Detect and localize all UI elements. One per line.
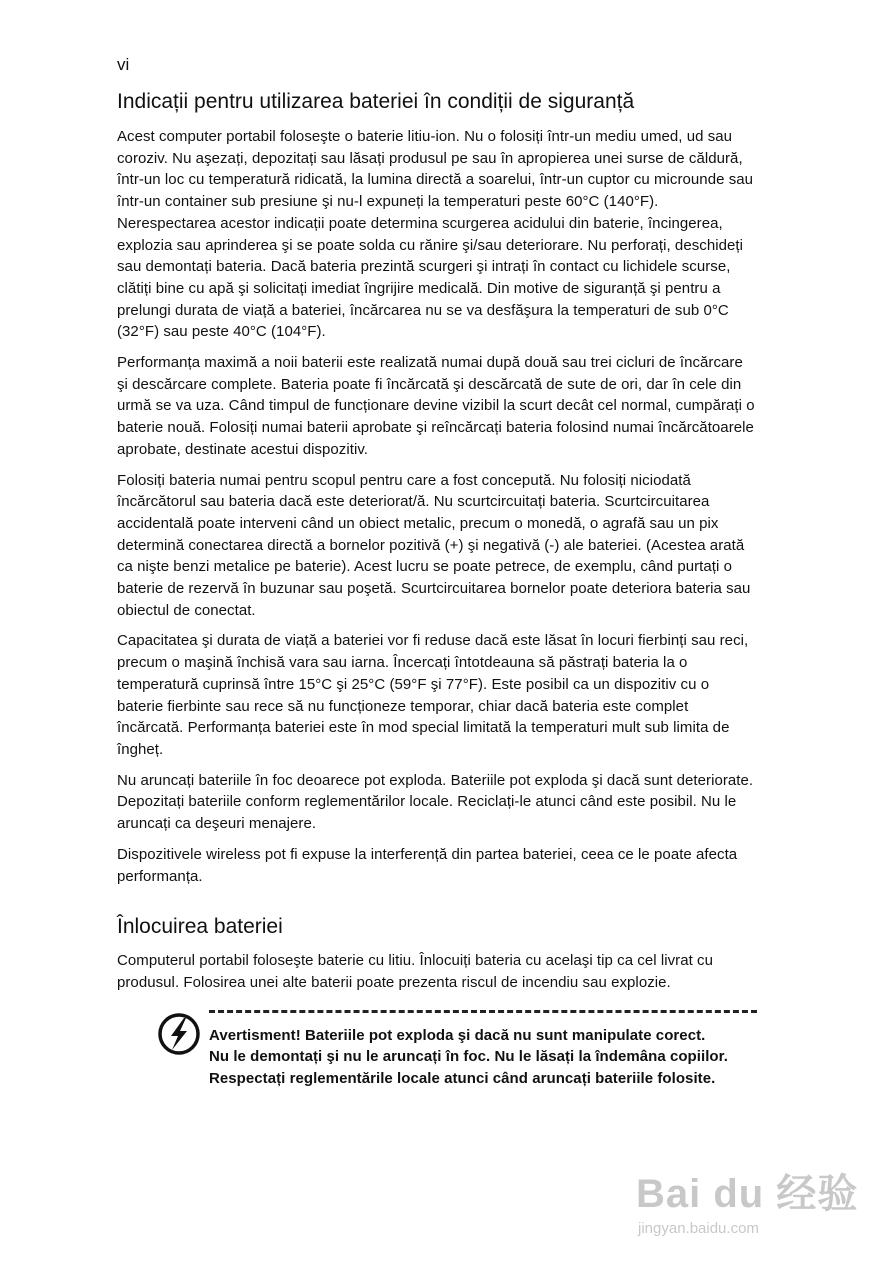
safety-paragraph-3: Folosiți bateria numai pentru scopul pentru care a fost concepută. Nu folosiți niciodată încărcătorul sau bateria dacă este deteriorat/ă. Nu scurtcircuitați bateria. Scurtcircuitarea accidentală poate interveni când un obiect metalic, precum o monedă, o agrafă sau un pix determină conectarea directă a bornelor pozitivă (+) şi negativă (-) ale bateriei. (Acestea arată ca nişte benzi metalice pe baterie). Acest lucru se poate petrece, de exemplu, când purtați o baterie de rezervă în buzunar sau poşetă. Scurtcircuitarea bornelor poate deteriora bateria sau obiectul de conectat.: [117, 471, 751, 619]
warning-box: [117, 1010, 757, 1090]
warning-lightning-icon: [157, 1012, 201, 1056]
warning-dashed-rule: [209, 1010, 757, 1013]
safety-paragraph-1: Acest computer portabil foloseşte o baterie litiu-ion. Nu o folosiți într-un mediu umed, ud sau coroziv. Nu aşezați, depozitați sau lăsați produsul pe sau în apropierea unei surse de căldură, într-un loc cu temperatură ridicată, la lumina directă a soarelui, într-un cuptor cu microunde sau într-un container sub presiune şi nu-l expuneți la temperaturi peste 60°C (140°F). Nerespectarea acestor indicații poate determina scurgerea acidului din baterie, încingerea, explozia sau aprinderea şi se poate solda cu rănire şi/sau deteriorare. Nu perforați, deschideți sau demontați bateria. Dacă bateria prezintă scurgeri şi intrați în contact cu lichidele scurse, clătiți bine cu apă şi solicitați imediat îngrijire medicală. Din motive de siguranță şi pentru a prelungi durata de viață a bateriei, încărcarea nu se va desfăşura la temperaturi de sub 0°C (32°F) sau peste 40°C (104°F).: [117, 128, 754, 341]
safety-heading: Indicații pentru utilizarea bateriei în condiții de siguranță: [117, 90, 635, 113]
warning-text: Avertisment! Bateriile pot exploda şi dacă nu sunt manipulate corect. Nu le demontați şi nu le aruncați în foc. Nu le lăsați la îndemâna copiilor. Respectați reglementările locale atunci când aruncați bateriile folosite.: [209, 1026, 728, 1088]
safety-paragraph-2: Performanța maximă a noii baterii este realizată numai după două sau trei cicluri de încărcare şi descărcare complete. Bateria poate fi încărcată şi descărcată de sute de ori, dar în cele din urmă se va uza. Când timpul de funcționare devine vizibil la scurt decât cel normal, cumpărați o baterie nouă. Folosiți numai baterii aprobate şi reîncărcați bateria folosind numai încărcătoarele aprobate, destinate acestui dispozitiv.: [117, 354, 755, 458]
safety-paragraph-4: Capacitatea şi durata de viață a bateriei vor fi reduse dacă este lăsat în locuri fierbinți sau reci, precum o maşină închisă vara sau iarna. Încercați întotdeauna să păstrați bateria la o temperatură cuprinsă între 15°C şi 25°C (59°F şi 77°F). Este posibil ca un dispozitiv cu o baterie fierbinte sau rece să nu funcționeze temporar, chiar dacă bateria este complet încărcată. Performanța bateriei este în mod special limitată la temperaturi mult sub limita de îngheț.: [117, 632, 749, 758]
baidu-watermark: [636, 1172, 859, 1246]
page-number: vi: [117, 55, 130, 74]
replacement-paragraph-1: Computerul portabil foloseşte baterie cu litiu. Înlocuiți bateria cu acelaşi tip ca cel livrat cu produsul. Folosirea unei alte baterii poate prezenta riscul de incendiu sau explozie.: [117, 952, 713, 991]
safety-paragraph-5: Nu aruncați bateriile în foc deoarece pot exploda. Bateriile pot exploda şi dacă sunt deteriorate. Depozitați bateriile conform reglementărilor locale. Reciclați-le atunci când este posibil. Nu le aruncați ca deşeuri menajere.: [117, 771, 754, 833]
document-body: [117, 88, 757, 1090]
watermark-url: jingyan.baidu.com: [638, 1220, 759, 1237]
safety-paragraph-6: Dispozitivele wireless pot fi expuse la interferență din partea bateriei, ceea ce le poate afecta performanța.: [117, 845, 738, 885]
replacement-heading: Înlocuirea bateriei: [117, 915, 283, 939]
watermark-logo: Bai du 经验: [636, 1172, 859, 1216]
